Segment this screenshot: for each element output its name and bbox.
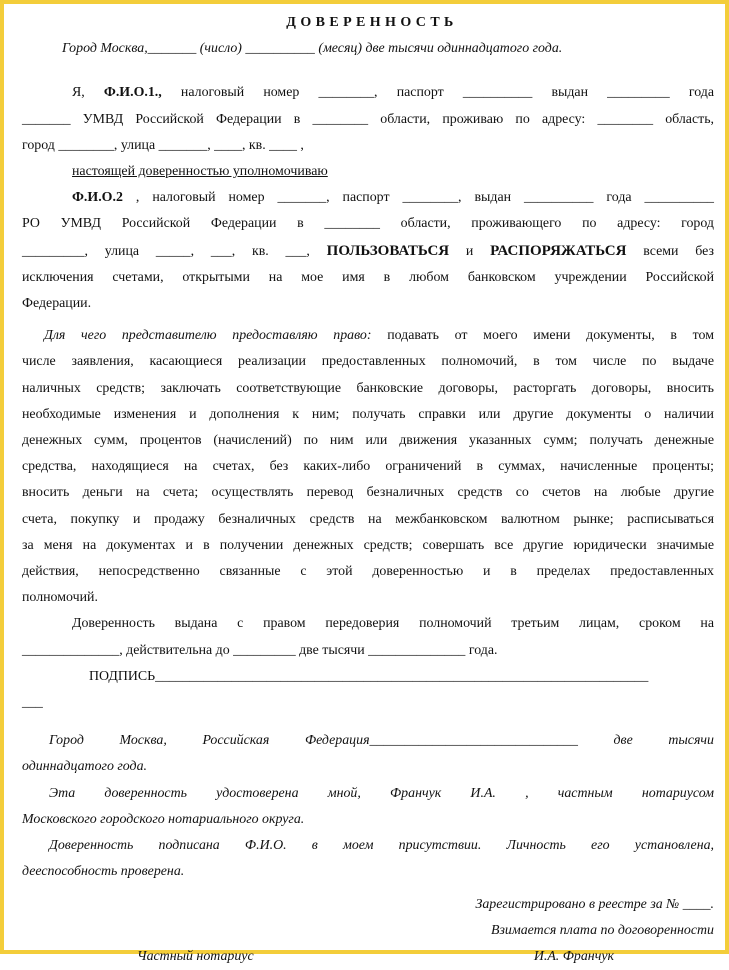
- dispose-word: РАСПОРЯЖАТЬСЯ: [490, 242, 627, 259]
- notary-signed-line-2: дееспособность проверена.: [22, 864, 185, 880]
- agent-line-2: РО УМВД Российской Федерации в ________ области, проживающего по адресу: город: [22, 216, 714, 232]
- notary-title: Частный нотариус: [137, 948, 254, 964]
- document-title: ДОВЕРЕННОСТЬ: [286, 15, 458, 30]
- principal-line-2: _______ УМВД Российской Федерации в ________ области, проживаю по адресу: ________ область,: [22, 111, 714, 127]
- signature-label: ПОДПИСЬ: [89, 668, 156, 684]
- validity-line-2: ______________, действительна до _________ две тысячи ______________ года.: [22, 642, 498, 658]
- notary-place-line-2: одиннадцатого года.: [22, 759, 147, 775]
- principal-line-3: город ________, улица _______, ____, кв. ____ ,: [22, 137, 304, 153]
- agent-line-1: Ф.И.О.2 , налоговый номер _______, паспорт ________, выдан __________ года __________: [72, 190, 714, 206]
- powers-line-4: необходимые изменения и дополнения к ним; получать справки или другие документы о наличии: [22, 406, 714, 422]
- notary-signed-line-1: Доверенность подписана Ф.И.О. в моем присутствии. Личность его установлена,: [49, 838, 714, 854]
- powers-line-1: Для чего представителю предоставляю право: подавать от моего имени документы, в том: [44, 328, 714, 344]
- notary-cert-line-1: Эта доверенность удостоверена мной, Франчук И.А. , частным нотариусом: [49, 785, 714, 801]
- agent-fio: Ф.И.О.2: [72, 190, 123, 206]
- powers-line-8: счета, покупку и продажу безналичных средств на межбанковском валютном рынке; расписываться: [22, 511, 714, 527]
- powers-line-3: наличных средств; заключать соответствующие банковские договоры, расторгать договоры, вносить: [22, 380, 714, 396]
- notary-signature-block: [22, 944, 714, 970]
- city-date-line: Город Москва,_______ (число) __________ (месяц) две тысячи одиннадцатого года.: [62, 41, 563, 57]
- use-word: ПОЛЬЗОВАТЬСЯ: [326, 242, 450, 259]
- notary-place-line: Город Москва, Российская Федерация______________________________ две тысячи: [49, 733, 714, 749]
- powers-line-2: числе заявления, касающиеся реализации предоставленных полномочий, в том числе по выдаче: [22, 354, 714, 370]
- powers-lead: Для чего представителю предоставляю право:: [44, 328, 372, 344]
- powers-line-5: денежных сумм, процентов (начислений) по ним или движения указанных сумм; получать денежные: [22, 433, 714, 449]
- signature-tail: ___: [22, 695, 43, 711]
- notary-name: И.А. Франчук: [533, 948, 614, 964]
- validity-line-1: Доверенность выдана с правом передоверия полномочий третьим лицам, сроком на: [72, 616, 714, 632]
- principal-line-1: Я, Ф.И.О.1., налоговый номер ________, паспорт __________ выдан _________ года: [72, 85, 714, 101]
- powers-line-9: за меня на документах и в получении денежных средств; совершать все другие юридически значимые: [22, 537, 714, 553]
- powers-line-6: средства, находящиеся на счетах, без каких-либо ограничений в суммах, начисленные проценты;: [22, 459, 714, 475]
- principal-fio: Ф.И.О.1.,: [103, 85, 162, 101]
- agent-line-3: _________, улица _____, ___, кв. ___, ПОЛЬЗОВАТЬСЯ и РАСПОРЯЖАТЬСЯ всеми без: [22, 242, 714, 259]
- agent-line-5: Федерации.: [22, 296, 92, 312]
- agent-line-4: исключения счетами, открытыми на мое имя в любом банковском учреждении Российской: [22, 269, 714, 285]
- signature-line: ПОДПИСЬ_______________________________________________________________________: [89, 668, 649, 684]
- authorize-line: настоящей доверенностью уполномочиваю: [72, 164, 328, 180]
- notary-cert-line-2: Московского городского нотариального округа.: [22, 811, 305, 827]
- registry-line: Зарегистрировано в реестре за № ____.: [475, 896, 714, 912]
- document-body: [22, 10, 714, 970]
- powers-line-7: вносить деньги на счета; осуществлять перевод безналичных средств со счетов на любые другие: [22, 485, 714, 501]
- fee-line: Взимается плата по договоренности: [491, 922, 714, 938]
- powers-line-10: действия, непосредственно связанные с этой доверенностью и в пределах предоставленных: [22, 564, 714, 580]
- powers-line-11: полномочий.: [22, 590, 98, 606]
